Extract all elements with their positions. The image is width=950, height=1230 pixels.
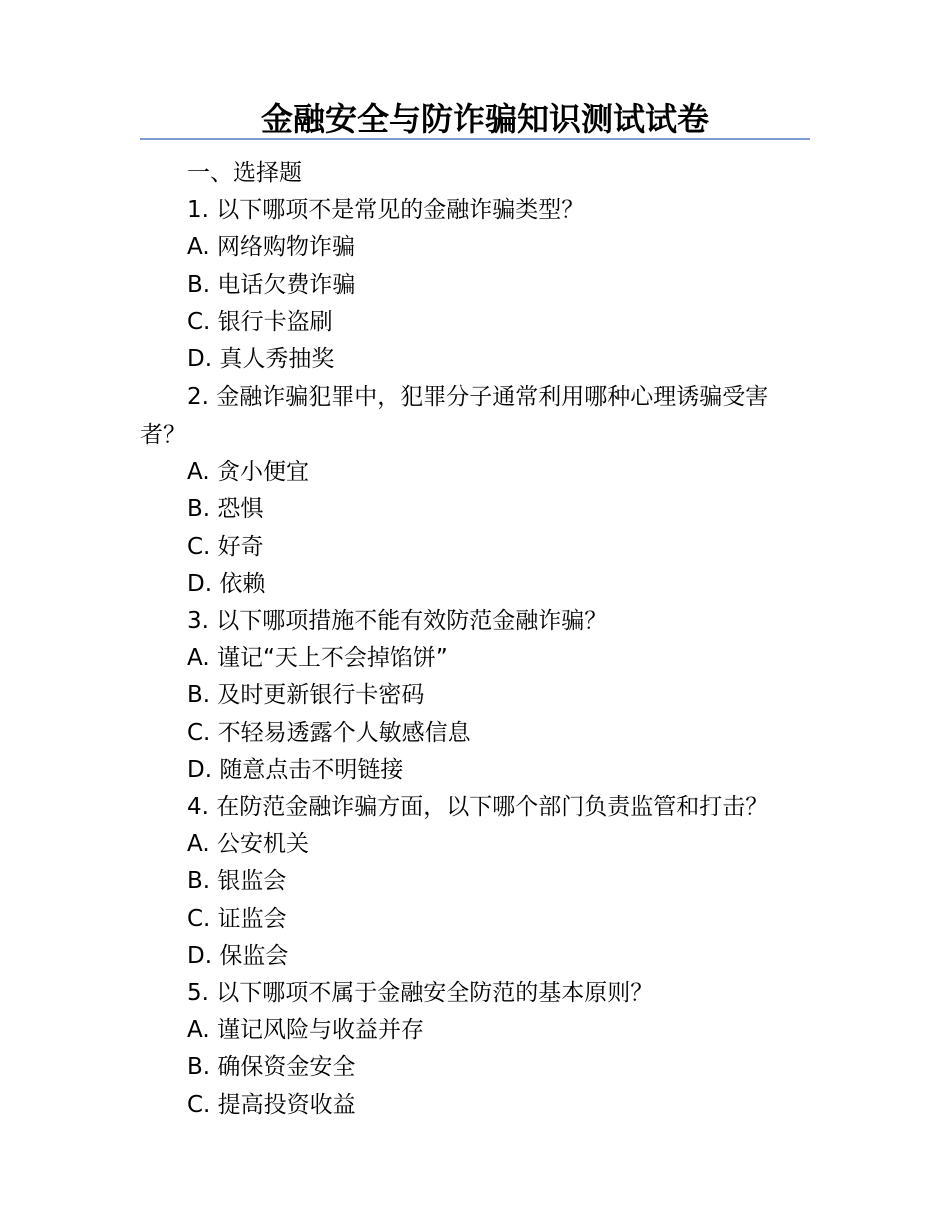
question-5-option-a: A. 谨记风险与收益并存 (187, 1017, 424, 1044)
question-5: 5. 以下哪项不属于金融安全防范的基本原则？ (187, 980, 654, 1007)
question-4-option-a: A. 公安机关 (187, 831, 309, 858)
question-3: 3. 以下哪项措施不能有效防范金融诈骗？ (187, 608, 608, 635)
question-1-option-a: A. 网络购物诈骗 (187, 234, 355, 261)
question-3-option-d: D. 随意点击不明链接 (187, 756, 404, 783)
question-2: 2. 金融诈骗犯罪中，犯罪分子通常利用哪种心理诱骗受害者？ (140, 384, 769, 449)
question-4: 4. 在防范金融诈骗方面，以下哪个部门负责监管和打击？ (187, 794, 769, 821)
document-body (140, 155, 810, 1124)
question-1: 1. 以下哪项不是常见的金融诈骗类型？ (187, 197, 585, 224)
question-1-option-b: B. 电话欠费诈骗 (187, 271, 356, 298)
question-2-option-b: B. 恐惧 (187, 496, 264, 523)
question-4-option-c: C. 证监会 (187, 905, 287, 932)
question-2-option-c: C. 好奇 (187, 533, 264, 560)
question-1-option-c: C. 银行卡盗刷 (187, 308, 333, 335)
section-heading: 一、选择题 (187, 160, 302, 186)
question-4-option-b: B. 银监会 (187, 868, 287, 895)
question-3-option-c: C. 不轻易透露个人敏感信息 (187, 719, 471, 746)
question-2-option-d: D. 依赖 (187, 570, 266, 597)
question-3-option-a: A. 谨记“天上不会掉馅饼” (187, 645, 448, 672)
document-title: 金融安全与防诈骗知识测试试卷 (140, 98, 810, 140)
question-2-option-a: A. 贪小便宜 (187, 459, 309, 486)
question-5-option-c: C. 提高投资收益 (187, 1091, 356, 1118)
question-3-option-b: B. 及时更新银行卡密码 (187, 682, 425, 709)
question-1-option-d: D. 真人秀抽奖 (187, 346, 335, 373)
question-4-option-d: D. 保监会 (187, 942, 289, 969)
question-5-option-b: B. 确保资金安全 (187, 1054, 356, 1081)
